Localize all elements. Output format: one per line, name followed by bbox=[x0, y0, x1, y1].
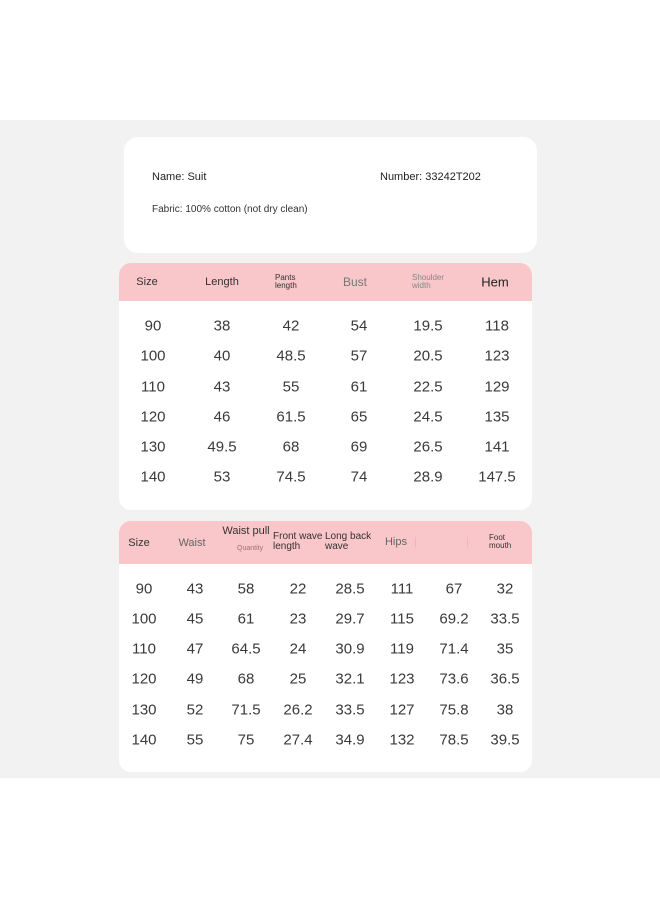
table-cell: 34.9 bbox=[335, 731, 365, 749]
table-cell: 120 bbox=[131, 670, 157, 688]
header-length: Length bbox=[205, 276, 239, 288]
header-bust: Bust bbox=[342, 275, 368, 289]
table-cell: 20.5 bbox=[413, 347, 443, 365]
header-divider bbox=[467, 537, 468, 547]
top-table-header bbox=[119, 263, 532, 301]
table-cell: 129 bbox=[484, 378, 510, 396]
table-cell: 54 bbox=[350, 317, 368, 335]
header-foot-mouth: Foot mouth bbox=[489, 533, 512, 550]
table-cell: 100 bbox=[131, 610, 157, 628]
table-cell: 22.5 bbox=[413, 378, 443, 396]
table-cell: 90 bbox=[144, 317, 162, 335]
table-cell: 32 bbox=[496, 580, 514, 598]
header-pants-length: Pants length bbox=[275, 273, 297, 290]
table-cell: 38 bbox=[496, 701, 514, 719]
header-size: Size bbox=[136, 276, 158, 288]
table-cell: 26.5 bbox=[413, 438, 443, 456]
table-cell: 140 bbox=[140, 468, 166, 486]
table-cell: 49 bbox=[186, 670, 204, 688]
header-long-back-wave: Long back wave bbox=[325, 531, 372, 552]
table-cell: 25 bbox=[289, 670, 307, 688]
table-cell: 52 bbox=[186, 701, 204, 719]
table-cell: 71.4 bbox=[439, 640, 469, 658]
header-waist: Waist bbox=[178, 537, 206, 549]
table-cell: 67 bbox=[445, 580, 463, 598]
table-cell: 123 bbox=[484, 347, 510, 365]
table-cell: 74.5 bbox=[276, 468, 306, 486]
table-cell: 69 bbox=[350, 438, 368, 456]
table-cell: 115 bbox=[390, 610, 414, 628]
table-cell: 140 bbox=[131, 731, 157, 749]
table-cell: 90 bbox=[135, 580, 153, 598]
table-cell: 147.5 bbox=[478, 468, 516, 486]
table-cell: 100 bbox=[140, 347, 166, 365]
table-cell: 24.5 bbox=[413, 408, 443, 426]
table-cell: 30.9 bbox=[335, 640, 365, 658]
table-cell: 23 bbox=[289, 610, 307, 628]
header-waist-pull: Waist pull bbox=[222, 525, 270, 537]
table-cell: 111 bbox=[390, 580, 414, 598]
header-hem: Hem bbox=[481, 274, 509, 290]
table-cell: 53 bbox=[213, 468, 231, 486]
table-cell: 118 bbox=[485, 317, 509, 335]
table-cell: 33.5 bbox=[490, 610, 520, 628]
table-cell: 61 bbox=[237, 610, 255, 628]
table-cell: 46 bbox=[213, 408, 231, 426]
table-cell: 47 bbox=[186, 640, 204, 658]
table-cell: 39.5 bbox=[490, 731, 520, 749]
table-cell: 119 bbox=[390, 640, 414, 658]
table-cell: 36.5 bbox=[490, 670, 520, 688]
table-cell: 65 bbox=[350, 408, 368, 426]
table-cell: 130 bbox=[131, 701, 157, 719]
header-hips: Hips bbox=[384, 536, 408, 548]
table-cell: 43 bbox=[213, 378, 231, 396]
table-cell: 45 bbox=[186, 610, 204, 628]
table-cell: 29.7 bbox=[335, 610, 365, 628]
table-cell: 24 bbox=[289, 640, 307, 658]
table-cell: 40 bbox=[213, 347, 231, 365]
table-cell: 49.5 bbox=[207, 438, 237, 456]
table-cell: 58 bbox=[237, 580, 255, 598]
table-cell: 132 bbox=[389, 731, 415, 749]
bottom-size-table bbox=[119, 521, 532, 772]
table-cell: 48.5 bbox=[276, 347, 306, 365]
header-waist-pull-sub: Quantity bbox=[237, 545, 264, 552]
header-size: Size bbox=[128, 537, 150, 549]
top-size-table bbox=[119, 263, 532, 510]
table-cell: 64.5 bbox=[231, 640, 261, 658]
table-cell: 61 bbox=[350, 378, 368, 396]
bottom-table-header bbox=[119, 521, 532, 564]
table-cell: 35 bbox=[496, 640, 514, 658]
table-cell: 33.5 bbox=[335, 701, 365, 719]
table-cell: 74 bbox=[350, 468, 368, 486]
table-cell: 32.1 bbox=[335, 670, 365, 688]
table-cell: 28.9 bbox=[413, 468, 443, 486]
table-cell: 19.5 bbox=[413, 317, 443, 335]
table-cell: 28.5 bbox=[335, 580, 365, 598]
header-shoulder-width: Shoulder width bbox=[412, 273, 445, 290]
table-cell: 27.4 bbox=[283, 731, 313, 749]
table-cell: 22 bbox=[289, 580, 307, 598]
table-cell: 135 bbox=[484, 408, 510, 426]
product-name: Name: Suit bbox=[152, 171, 207, 183]
header-divider bbox=[415, 537, 416, 547]
header-front-wave-length: Front wave length bbox=[273, 531, 323, 552]
table-cell: 73.6 bbox=[439, 670, 469, 688]
table-cell: 69.2 bbox=[439, 610, 469, 628]
table-cell: 55 bbox=[186, 731, 204, 749]
table-cell: 78.5 bbox=[439, 731, 469, 749]
table-cell: 68 bbox=[282, 438, 300, 456]
table-cell: 38 bbox=[213, 317, 231, 335]
table-cell: 123 bbox=[389, 670, 415, 688]
table-cell: 43 bbox=[186, 580, 204, 598]
table-cell: 71.5 bbox=[231, 701, 261, 719]
table-cell: 61.5 bbox=[276, 408, 306, 426]
product-number: Number: 33242T202 bbox=[380, 171, 481, 183]
table-cell: 127 bbox=[389, 701, 415, 719]
product-info-card bbox=[124, 137, 537, 253]
table-cell: 75.8 bbox=[439, 701, 469, 719]
table-cell: 57 bbox=[350, 347, 368, 365]
table-cell: 141 bbox=[484, 438, 510, 456]
table-cell: 68 bbox=[237, 670, 255, 688]
table-cell: 120 bbox=[140, 408, 166, 426]
table-cell: 26.2 bbox=[283, 701, 313, 719]
fabric-info: Fabric: 100% cotton (not dry clean) bbox=[152, 204, 308, 215]
table-cell: 75 bbox=[237, 731, 255, 749]
table-cell: 130 bbox=[140, 438, 166, 456]
table-cell: 110 bbox=[141, 378, 165, 396]
table-cell: 110 bbox=[132, 640, 156, 658]
table-cell: 55 bbox=[282, 378, 300, 396]
table-cell: 42 bbox=[282, 317, 300, 335]
